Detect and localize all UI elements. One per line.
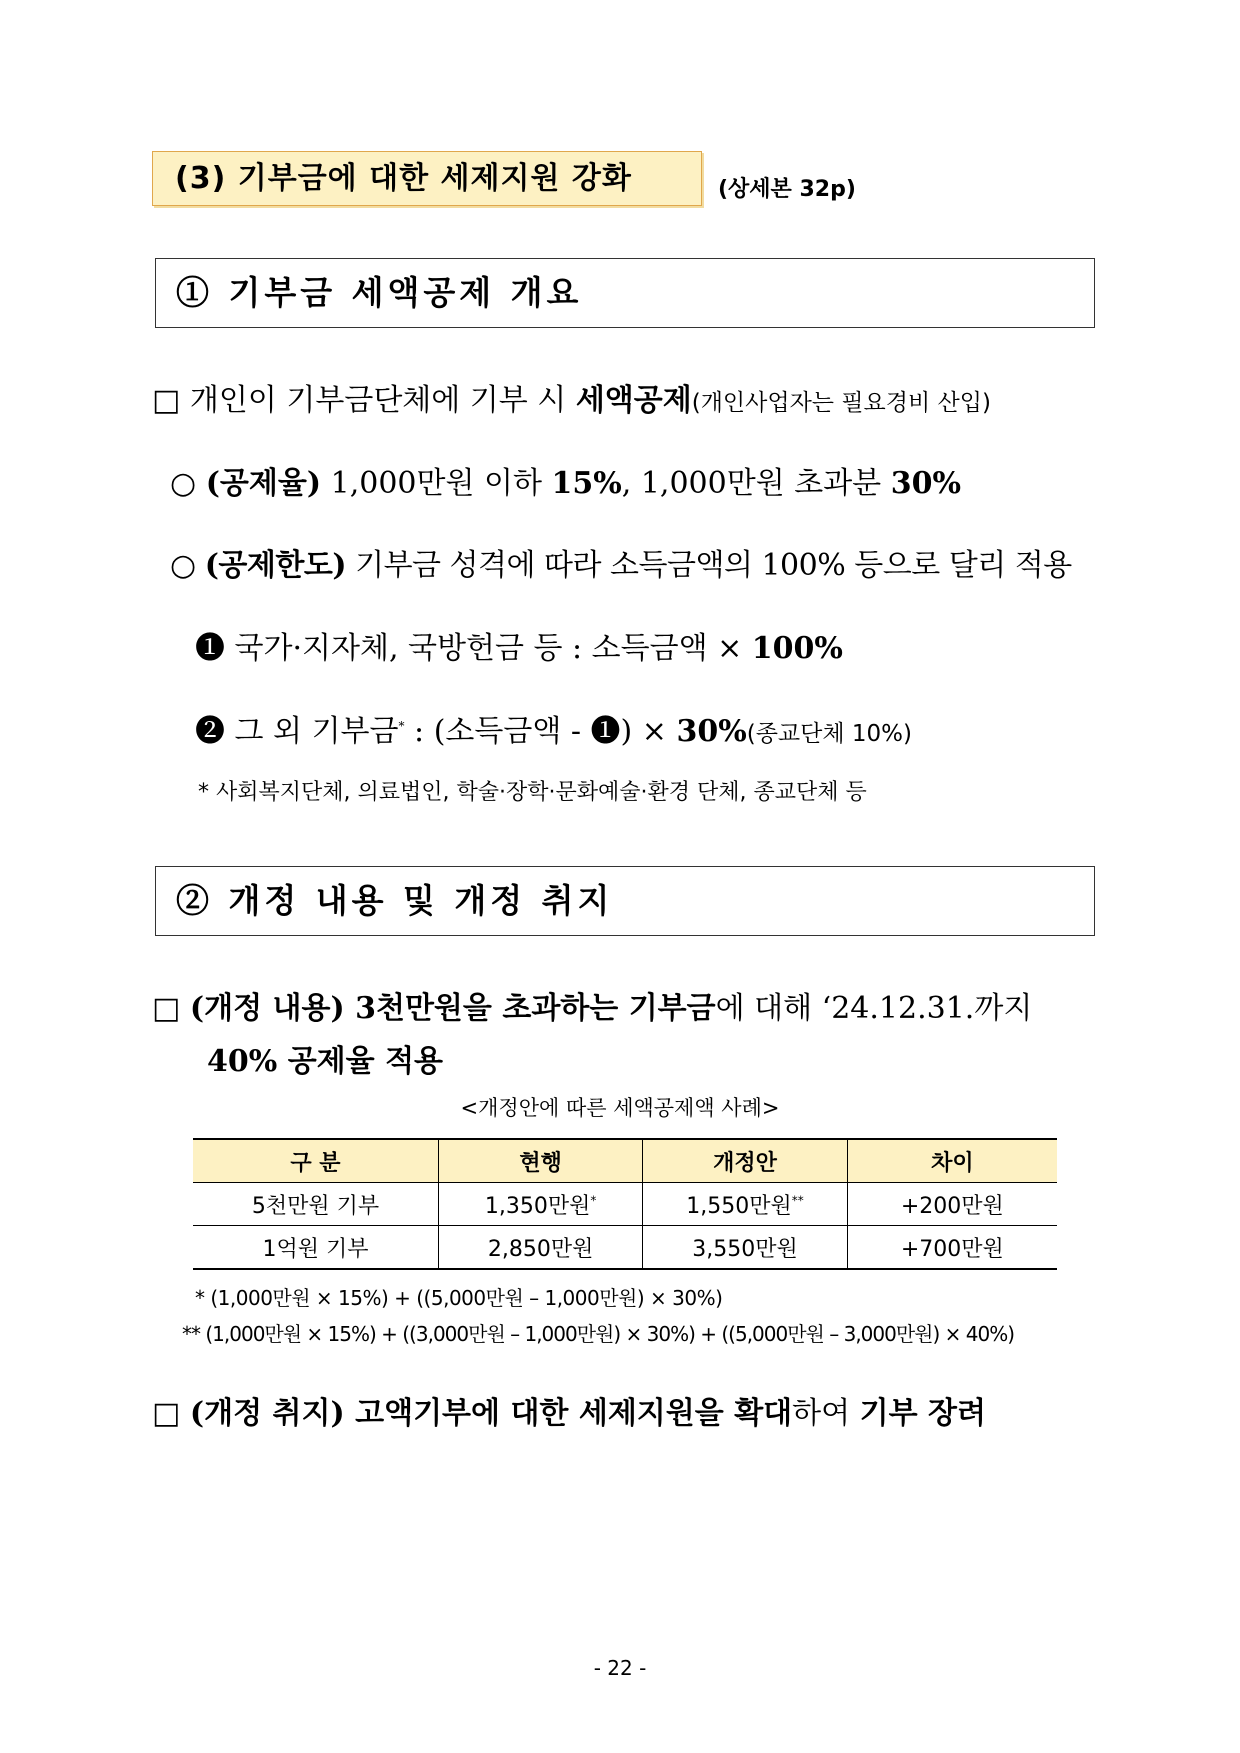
table-row [193, 1183, 1057, 1226]
detail-reference: (상세본 32p) [718, 177, 856, 202]
table-cell: +700만원 [847, 1226, 1057, 1270]
item-1 [195, 623, 843, 667]
limit-label: (공제한도) [204, 548, 347, 583]
circle-marker-icon: ○ [170, 466, 197, 501]
table-note-2: ** (1,000만원 × 15%) + ((3,000만원 – 1,000만원) × 30%) + ((5,000만원 – 3,000만원) × 40%) [182, 1322, 1015, 1346]
table-header: 구 분 [193, 1139, 438, 1183]
table-cell [643, 1183, 847, 1226]
item-2-small: (종교단체 10%) [746, 721, 912, 747]
cell-value: 2,850만원 [487, 1236, 594, 1262]
table-header-row [193, 1139, 1057, 1183]
number-2-icon: ❷ [195, 714, 225, 749]
table-cell: 1억원 기부 [193, 1226, 438, 1270]
amendment-purpose [152, 1388, 986, 1432]
amendment-heading: ② 개정 내용 및 개정 취지 [155, 866, 1095, 936]
example-table [193, 1138, 1057, 1270]
overview-footnote: * 사회복지단체, 의료법인, 학술·장학·문화예술·환경 단체, 종교단체 등 [198, 780, 867, 805]
rate-bold-2: 30% [890, 466, 961, 501]
purpose-text: 하여 [792, 1396, 860, 1431]
cell-value: 1,350만원 [484, 1193, 591, 1219]
content-text: 에 대해 ‘24.12.31.까지 [715, 991, 1033, 1026]
checkbox-marker-icon: □ [152, 1396, 181, 1431]
table-header: 차이 [847, 1139, 1057, 1183]
cell-sup: ** [791, 1193, 804, 1208]
rate-label: (공제율) [205, 466, 322, 501]
table-header: 현행 [438, 1139, 642, 1183]
table-caption: <개정안에 따른 세액공제액 사례> [460, 1096, 780, 1120]
bullet-bold: 세액공제 [575, 383, 692, 418]
checkbox-marker-icon: □ [152, 991, 181, 1026]
table-header: 개정안 [643, 1139, 847, 1183]
rate-text-1: 1,000만원 이하 [321, 466, 552, 501]
section-title: (3) 기부금에 대한 세제지원 강화 [152, 151, 702, 206]
table-note-1: * (1,000만원 × 15%) + ((5,000만원 – 1,000만원) × 30%) [195, 1286, 723, 1310]
bullet-small: (개인사업자는 필요경비 산입) [691, 390, 991, 416]
table-cell: 5천만원 기부 [193, 1183, 438, 1226]
bullet-text: 개인이 기부금단체에 기부 시 [189, 383, 576, 418]
limit-line [170, 540, 1072, 584]
amendment-content [152, 983, 1032, 1027]
item-2 [195, 706, 912, 750]
limit-text: 기부금 성격에 따라 소득금액의 100% 등으로 달리 적용 [346, 548, 1072, 583]
circle-marker-icon: ○ [170, 548, 196, 583]
content-bold-2: 40% 공제율 적용 [207, 1044, 444, 1079]
item-1-text: 국가·지자체, 국방헌금 등 : 소득금액 × [225, 631, 752, 666]
number-1-icon: ❶ [195, 631, 225, 666]
rate-text-2: , 1,000만원 초과분 [621, 466, 891, 501]
purpose-bold-2: 기부 장려 [859, 1396, 987, 1431]
page-number: - 22 - [593, 1656, 647, 1680]
table-cell [438, 1226, 642, 1270]
item-2-bold: 30% [676, 714, 747, 749]
overview-bullet [152, 375, 991, 419]
purpose-bold-1: (개정 취지) 고액기부에 대한 세제지원을 확대 [189, 1396, 793, 1431]
item-2-text-2: : (소득금액 - ❶) × [404, 714, 677, 749]
item-2-sup: * [398, 719, 405, 733]
overview-heading: ① 기부금 세액공제 개요 [155, 258, 1095, 328]
cell-value: 1,550만원 [686, 1193, 792, 1219]
rate-line [170, 458, 961, 502]
table-row [193, 1226, 1057, 1270]
item-2-text-1: 그 외 기부금 [225, 714, 399, 749]
table-cell [438, 1183, 642, 1226]
rate-bold-1: 15% [551, 466, 622, 501]
content-bold: (개정 내용) 3천만원을 초과하는 기부금 [189, 991, 716, 1026]
item-1-bold: 100% [751, 631, 843, 666]
checkbox-marker-icon: □ [152, 383, 181, 418]
table-cell: +200만원 [847, 1183, 1057, 1226]
cell-value: 3,550만원 [692, 1236, 798, 1262]
cell-sup: * [590, 1193, 597, 1208]
table-cell [643, 1226, 847, 1270]
